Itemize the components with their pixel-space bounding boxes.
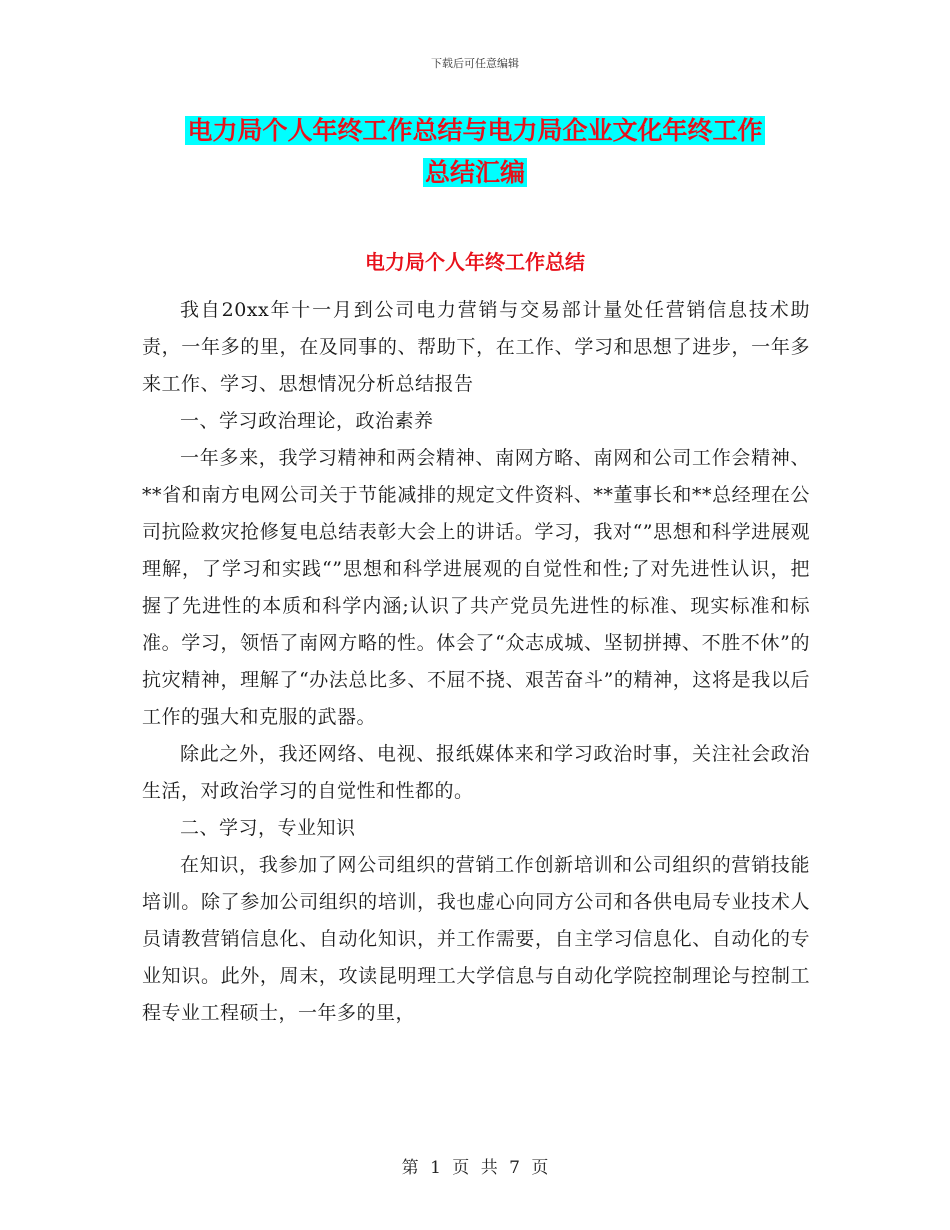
paragraph: 除此之外，我还网络、电视、报纸媒体来和学习政治时事，关注社会政治生活，对政治学习的自觉性和性都的。 (142, 743, 810, 802)
body-text (142, 292, 810, 1032)
paragraph: 我自20xx年十一月到公司电力营销与交易部计量处任营销信息技术助责，一年多的里，在及同事的、帮助下，在工作、学习和思想了进步，一年多来工作、学习、思想情况分析总结报告 (142, 299, 810, 395)
paragraph: 一年多来，我学习精神和两会精神、南网方略、南网和公司工作会精神、**省和南方电网公司关于节能减排的规定文件资料、**董事长和**总经理在公司抗险救灾抢修复电总结表彰大会上的讲话。学习，我对“”思想和科学进展观理解，了学习和实践“”思想和科学进展观的自觉性和性;了对先进性认识，把握了先进性的本质和科学内涵;认识了共产党员先进性的标准、现实标准和标准。学习，领悟了南网方略的性。体会了“众志成城、坚韧拼搏、不胜不休”的抗灾精神，理解了“办法总比多、不屈不挠、艰苦奋斗”的精神，这将是我以后工作的强大和克服的武器。 (142, 447, 810, 728)
paragraph: 二、学习，专业知识 (180, 817, 356, 839)
paragraph: 在知识，我参加了网公司组织的营销工作创新培训和公司组织的营销技能培训。除了参加公司组织的培训，我也虚心向同方公司和各供电局专业技术人员请教营销信息化、自动化知识，并工作需要，自主学习信息化、自动化的专业知识。此外，周末，攻读昆明理工大学信息与自动化学院控制理论与控制工程专业工程硕士，一年多的里， (142, 854, 810, 1024)
document-title-line-1: 电力局个人年终工作总结与电力局企业文化年终工作 (187, 116, 763, 145)
page-footer: 第 1 页 共 7 页 (401, 1158, 549, 1178)
document-title (130, 110, 820, 194)
header-note: 下载后可任意编辑 (431, 57, 519, 70)
paragraph: 一、学习政治理论，政治素养 (180, 410, 434, 432)
section-title: 电力局个人年终工作总结 (365, 250, 585, 274)
document-title-line-2: 总结汇编 (424, 158, 525, 187)
